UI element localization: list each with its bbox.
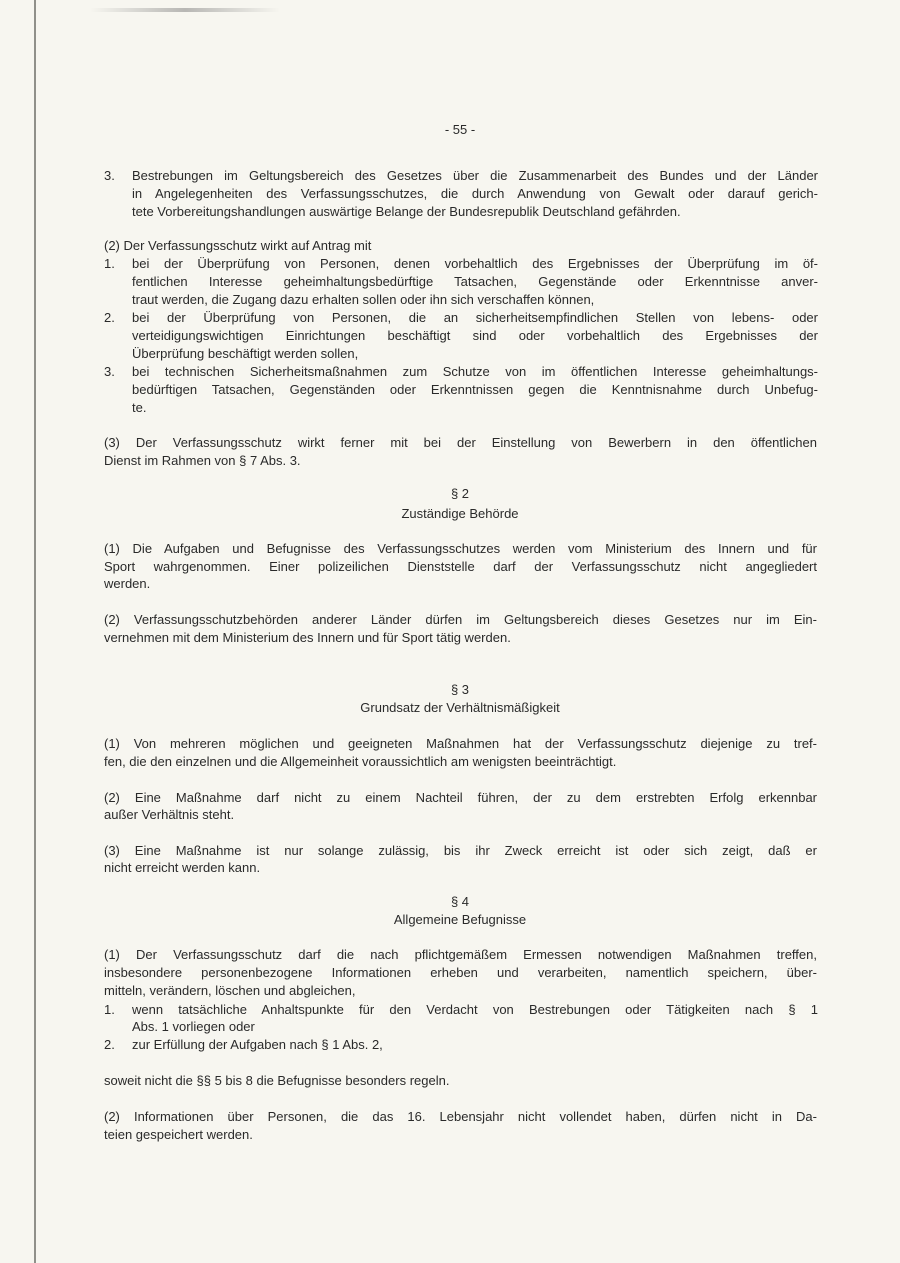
text-line: mitteln, verändern, löschen und abgleichen,	[104, 983, 356, 998]
text-line: (3) Der Verfassungsschutz wirkt ferner mit bei der Einstellung von Bewerbern in den öffentlichen	[104, 435, 817, 450]
list-number: 2.	[104, 1037, 115, 1052]
section-title: Zuständige Behörde	[401, 506, 519, 521]
list-number: 2.	[104, 310, 115, 325]
text-line: Bestrebungen im Geltungsbereich des Gesetzes über die Zusammenarbeit des Bundes und der Länder	[132, 168, 818, 183]
text-line: (2) Informationen über Personen, die das 16. Lebensjahr nicht vollendet haben, dürfen nicht in Da-	[104, 1109, 817, 1124]
text-line: werden.	[104, 576, 151, 591]
list-number: 3.	[104, 168, 115, 183]
section-title: Grundsatz der Verhältnismäßigkeit	[360, 700, 560, 715]
text-line: vernehmen mit dem Ministerium des Innern und für Sport tätig werden.	[104, 630, 511, 645]
section-number: § 2	[450, 486, 470, 501]
list-number: 1.	[104, 1002, 115, 1017]
text-line: te.	[132, 400, 147, 415]
text-line: tete Vorbereitungshandlungen auswärtige Belange der Bundesrepublik Deutschland gefährden.	[132, 204, 681, 219]
text-line: verteidigungswichtigen Einrichtungen beschäftigt sind oder vorbehaltlich des Ergebnisses der	[132, 328, 818, 343]
text-line: fentlichen Interesse geheimhaltungsbedürftige Tatsachen, Gegenstände oder Erkenntnisse anver-	[132, 274, 818, 289]
text-line: Überprüfung beschäftigt werden sollen,	[132, 346, 359, 361]
text-line: fen, die den einzelnen und die Allgemeinheit voraussichtlich am wenigsten beeinträchtigt.	[104, 754, 617, 769]
text-line: soweit nicht die §§ 5 bis 8 die Befugnisse besonders regeln.	[104, 1073, 450, 1088]
text-line: (1) Die Aufgaben und Befugnisse des Verfassungsschutzes werden vom Ministerium des Innern und für	[104, 541, 817, 556]
page-number: - 55 -	[444, 122, 476, 137]
text-line: zur Erfüllung der Aufgaben nach § 1 Abs. 2,	[132, 1037, 383, 1052]
text-line: Abs. 1 vorliegen oder	[132, 1019, 255, 1034]
section-number: § 3	[450, 682, 470, 697]
paragraph-intro: (2) Der Verfassungsschutz wirkt auf Antrag mit	[104, 238, 372, 253]
text-line: Dienst im Rahmen von § 7 Abs. 3.	[104, 453, 301, 468]
text-line: insbesondere personenbezogene Informationen erheben und verarbeiten, namentlich speichern, über-	[104, 965, 817, 980]
text-line: (2) Eine Maßnahme darf nicht zu einem Nachteil führen, der zu dem erstrebten Erfolg erkennbar	[104, 790, 817, 805]
list-number: 1.	[104, 256, 115, 271]
section-number: § 4	[450, 894, 470, 909]
text-line: (1) Der Verfassungsschutz darf die nach pflichtgemäßem Ermessen notwendigen Maßnahmen treffen,	[104, 947, 817, 962]
text-line: in Angelegenheiten des Verfassungsschutzes, die durch Anwendung von Gewalt oder darauf gerich-	[132, 186, 818, 201]
text-line: (3) Eine Maßnahme ist nur solange zulässig, bis ihr Zweck erreicht ist oder sich zeigt, daß er	[104, 843, 817, 858]
text-line: Sport wahrgenommen. Einer polizeilichen Dienststelle darf der Verfassungsschutz nicht angegliedert	[104, 559, 817, 574]
text-line: nicht erreicht werden kann.	[104, 860, 261, 875]
text-line: bedürftigen Tatsachen, Gegenständen oder Erkenntnissen gegen die Kenntnisnahme durch Unbefug-	[132, 382, 818, 397]
scan-edge-line	[34, 0, 36, 1263]
text-line: (1) Von mehreren möglichen und geeigneten Maßnahmen hat der Verfassungsschutz diejenige zu tref-	[104, 736, 817, 751]
text-line: traut werden, die Zugang dazu erhalten sollen oder ihn sich verschaffen können,	[132, 292, 595, 307]
text-line: teien gespeichert werden.	[104, 1127, 253, 1142]
list-number: 3.	[104, 364, 115, 379]
text-line: bei der Überprüfung von Personen, denen vorbehaltlich des Ergebnisses der Überprüfung im öf-	[132, 256, 818, 271]
text-line: (2) Verfassungsschutzbehörden anderer Länder dürfen im Geltungsbereich dieses Gesetzes nur im Ein-	[104, 612, 817, 627]
section-title: Allgemeine Befugnisse	[393, 912, 527, 927]
scan-smudge	[90, 8, 280, 12]
text-line: bei technischen Sicherheitsmaßnahmen zum Schutze von im öffentlichen Interesse geheimhaltungs-	[132, 364, 818, 379]
text-line: wenn tatsächliche Anhaltspunkte für den Verdacht von Bestrebungen oder Tätigkeiten nach § 1	[132, 1002, 818, 1017]
text-line: außer Verhältnis steht.	[104, 807, 235, 822]
text-line: bei der Überprüfung von Personen, die an sicherheitsempfindlichen Stellen von lebens- oder	[132, 310, 818, 325]
